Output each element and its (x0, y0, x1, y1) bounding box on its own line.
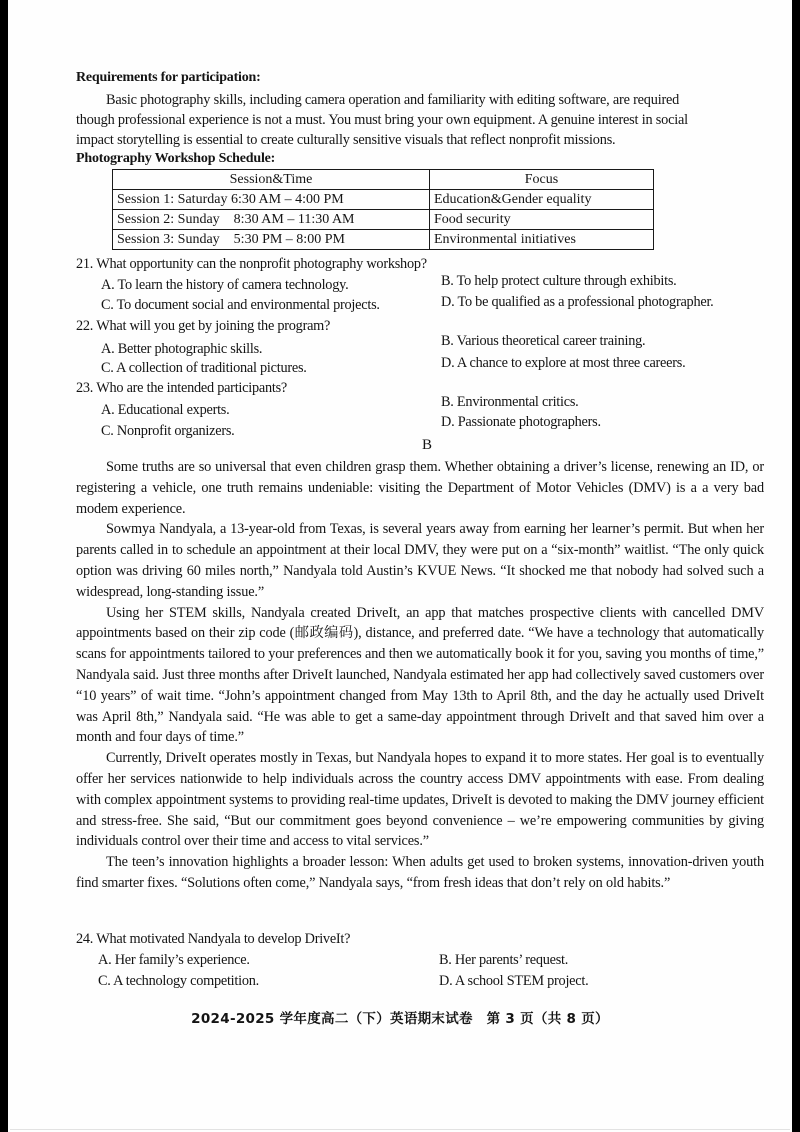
passage-paragraph-4: Currently, DriveIt operates mostly in Texas, but Nandyala hopes to expand it to more states. Her goal is to eventually offer her services nationwide to help individuals across the country access DMV appointments with ease. From dealing with complex appointment systems to providing real-time updates, DriveIt is devoted to making the DMV journey efficient and stress-free. She said, “But our commitment goes beyond convenience – we’re empowering communities by giving individuals control over their time and access to vital services.” (76, 750, 764, 850)
option-22-d[interactable]: D. A chance to explore at most three careers. (441, 355, 686, 371)
passage-paragraph-2: Sowmya Nandyala, a 13-year-old from Texas, is several years away from earning her learner’s permit. But when her parents called in to schedule an appointment at their local DMV, they were put on a “six-month” waitlist. “The only quick option was driving 60 miles north,” Nandyala told Austin’s KVUE News. “It shocked me that nobody had solved such a widespread, long-standing issue.” (76, 521, 764, 600)
requirements-line-1: Basic photography skills, including camera operation and familiarity with editing software, are required (106, 92, 680, 108)
column-header-focus: Focus (430, 170, 654, 190)
question-21 (76, 256, 427, 273)
passage-paragraph-5: The teen’s innovation highlights a broader lesson: When adults get used to broken systems, innovation-driven youth find smarter fixes. “Solutions often come,” Nandyala says, “from fresh ideas that don’t rely on old habits.” (76, 854, 764, 891)
session-cell: Session 3: Sunday 5:30 PM – 8:00 PM (113, 230, 430, 250)
option-24-b[interactable]: B. Her parents’ request. (439, 952, 569, 968)
option-23-a[interactable]: A. Educational experts. (101, 402, 230, 418)
bottom-divider (10, 1129, 790, 1130)
option-23-b[interactable]: B. Environmental critics. (441, 394, 579, 410)
option-21-d[interactable]: D. To be qualified as a professional photographer. (441, 294, 714, 310)
option-22-a[interactable]: A. Better photographic skills. (101, 341, 263, 357)
focus-cell: Environmental initiatives (430, 230, 654, 250)
exam-page (8, 0, 792, 1132)
question-text: What opportunity can the nonprofit photography workshop? (96, 256, 427, 272)
question-number: 21. (76, 256, 94, 272)
question-number: 24. (76, 931, 94, 947)
option-22-c[interactable]: C. A collection of traditional pictures. (101, 360, 307, 376)
question-text: Who are the intended participants? (96, 380, 287, 396)
requirements-line-2: though professional experience is not a must. You must bring your own equipment. A genuine interest in social (76, 112, 688, 128)
question-24 (76, 931, 350, 948)
option-22-b[interactable]: B. Various theoretical career training. (441, 333, 646, 349)
option-21-b[interactable]: B. To help protect culture through exhibits. (441, 273, 677, 289)
table-row (113, 210, 654, 230)
option-24-c[interactable]: C. A technology competition. (98, 973, 259, 989)
question-23 (76, 380, 287, 397)
passage-paragraph-1: Some truths are so universal that even children grasp them. Whether obtaining a driver’s license, renewing an ID, or registering a vehicle, one truth remains undeniable: visiting the Department of Motor Vehicles (DMV) is a a very bad modem experience. (76, 459, 764, 517)
option-23-c[interactable]: C. Nonprofit organizers. (101, 423, 235, 439)
passage-b (76, 457, 764, 894)
requirements-line-3: impact storytelling is essential to create culturally sensitive visuals that reflect nonprofit missions. (76, 132, 616, 148)
question-number: 22. (76, 318, 94, 334)
section-b-label: B (422, 437, 433, 453)
option-21-c[interactable]: C. To document social and environmental projects. (101, 297, 380, 313)
focus-cell: Food security (430, 210, 654, 230)
session-cell: Session 2: Sunday 8:30 AM – 11:30 AM (113, 210, 430, 230)
table-row (113, 190, 654, 210)
schedule-table (112, 169, 654, 250)
table-row (113, 230, 654, 250)
session-cell: Session 1: Saturday 6:30 AM – 4:00 PM (113, 190, 430, 210)
question-text: What will you get by joining the program? (96, 318, 331, 334)
table-header-row (113, 170, 654, 190)
page-footer: 2024-2025 学年度高二（下）英语期末试卷 第 3 页（共 8 页） (191, 1011, 609, 1027)
option-24-d[interactable]: D. A school STEM project. (439, 973, 589, 989)
schedule-heading: Photography Workshop Schedule: (76, 151, 276, 166)
option-21-a[interactable]: A. To learn the history of camera technology. (101, 277, 349, 293)
question-22 (76, 318, 330, 335)
requirements-heading: Requirements for participation: (76, 70, 261, 85)
focus-cell: Education&Gender equality (430, 190, 654, 210)
passage-paragraph-3: Using her STEM skills, Nandyala created DriveIt, an app that matches prospective clients with cancelled DMV appointments based on their zip code (邮政编码), distance, and preferred date. “We have a technology that automatically scans for appointments tailored to your preferences and then we automatically book it for you, saving you months of time,” Nandyala said. Just three months after DriveIt launched, Nandyala estimated her app had collectively saved customers over “10 years” of wait time. “John’s appointment changed from May 13th to April 8th, and the day he actually used DriveIt was April 8th,” Nandyala said. “He was able to get a same-day appointment through DriveIt and that saved him over a month and four days of time.” (76, 604, 764, 746)
option-24-a[interactable]: A. Her family’s experience. (98, 952, 250, 968)
question-number: 23. (76, 380, 94, 396)
question-text: What motivated Nandyala to develop DriveIt? (96, 931, 351, 947)
column-header-session-time: Session&Time (113, 170, 430, 190)
option-23-d[interactable]: D. Passionate photographers. (441, 414, 601, 430)
